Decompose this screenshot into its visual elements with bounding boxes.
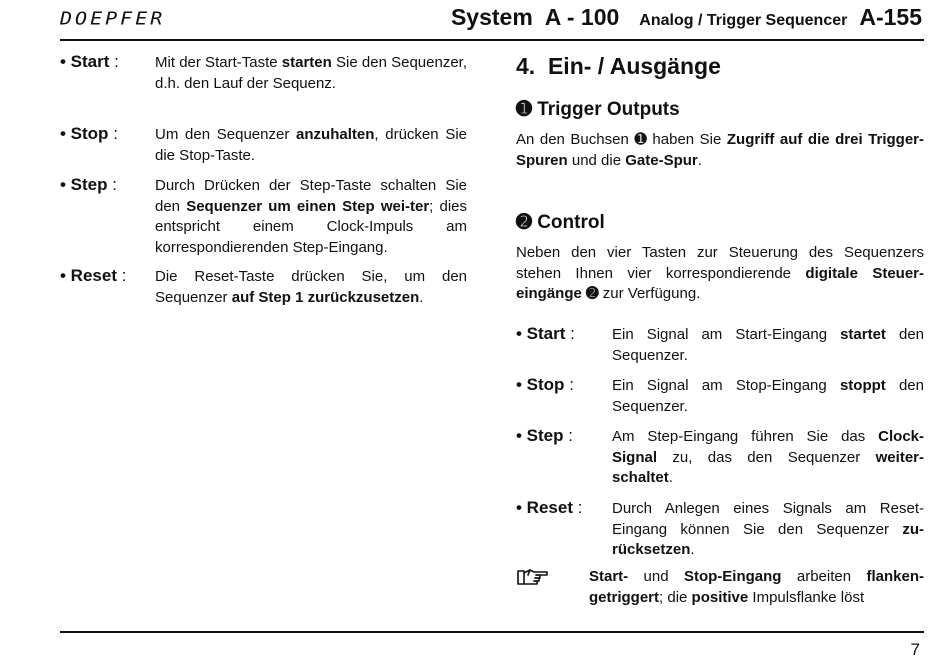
- header-title: Analog / Trigger Sequencer: [639, 12, 848, 29]
- control-heading: ➋ Control: [516, 212, 605, 233]
- left-term-step: • Step :: [60, 175, 117, 194]
- note-text: Start- und Stop-Eingang arbeiten flanken-getriggert; die positive Impulsflanke löst: [589, 568, 924, 606]
- right-term-start: • Start :: [516, 324, 575, 343]
- section-title: 4. Ein- / Ausgänge: [516, 53, 721, 79]
- right-desc-stop: Ein Signal am Stop-Eingang stoppt den Sequenzer.: [612, 377, 924, 415]
- left-desc-step: Durch Drücken der Step-Taste schalten Sie den Sequenzer um einen Step wei-ter; dies entspricht einem Clock-Impuls am korrespondierenden Step-Eingang.: [155, 177, 468, 256]
- right-desc-start: Ein Signal am Start-Eingang startet den Sequenzer.: [612, 326, 924, 364]
- control-text: Neben den vier Tasten zur Steuerung des Sequenzers stehen Ihnen vier korrespondierende digitale Steuer-eingänge ➋ zur Verfügung.: [516, 244, 925, 302]
- trigger-outputs-text: An den Buchsen ➊ haben Sie Zugriff auf die drei Trigger-Spuren und die Gate-Spur.: [516, 131, 924, 169]
- left-desc-reset: Die Reset-Taste drücken Sie, um den Sequenzer auf Step 1 zurückzusetzen.: [155, 268, 467, 306]
- right-term-reset: • Reset :: [516, 498, 583, 517]
- page-number: 7: [910, 640, 920, 659]
- left-term-start: • Start :: [60, 52, 119, 71]
- page-header: [451, 4, 922, 31]
- header-rule: [60, 39, 924, 41]
- right-term-stop: • Stop :: [516, 375, 574, 394]
- pointing-hand-icon: [516, 566, 550, 588]
- right-desc-step: Am Step-Eingang führen Sie das Clock-Signal zu, das den Sequenzer weiter-schaltet.: [612, 428, 924, 486]
- header-model: A-155: [859, 4, 922, 30]
- left-term-reset: • Reset :: [60, 266, 127, 285]
- trigger-outputs-heading: ➊ Trigger Outputs: [516, 99, 680, 120]
- right-desc-reset: Durch Anlegen eines Signals am Reset-Eingang können Sie den Sequenzer zu-rücksetzen.: [612, 500, 924, 558]
- left-term-stop: • Stop :: [60, 124, 118, 143]
- left-desc-start: Mit der Start-Taste starten Sie den Sequenzer, d.h. den Lauf der Sequenz.: [155, 54, 467, 92]
- doepfer-logo: DOEPFER: [60, 7, 166, 29]
- footer-rule: [60, 631, 924, 633]
- right-term-step: • Step :: [516, 426, 573, 445]
- header-system: System A - 100: [450, 4, 620, 30]
- left-desc-stop: Um den Sequenzer anzuhalten, drücken Sie die Stop-Taste.: [155, 126, 467, 164]
